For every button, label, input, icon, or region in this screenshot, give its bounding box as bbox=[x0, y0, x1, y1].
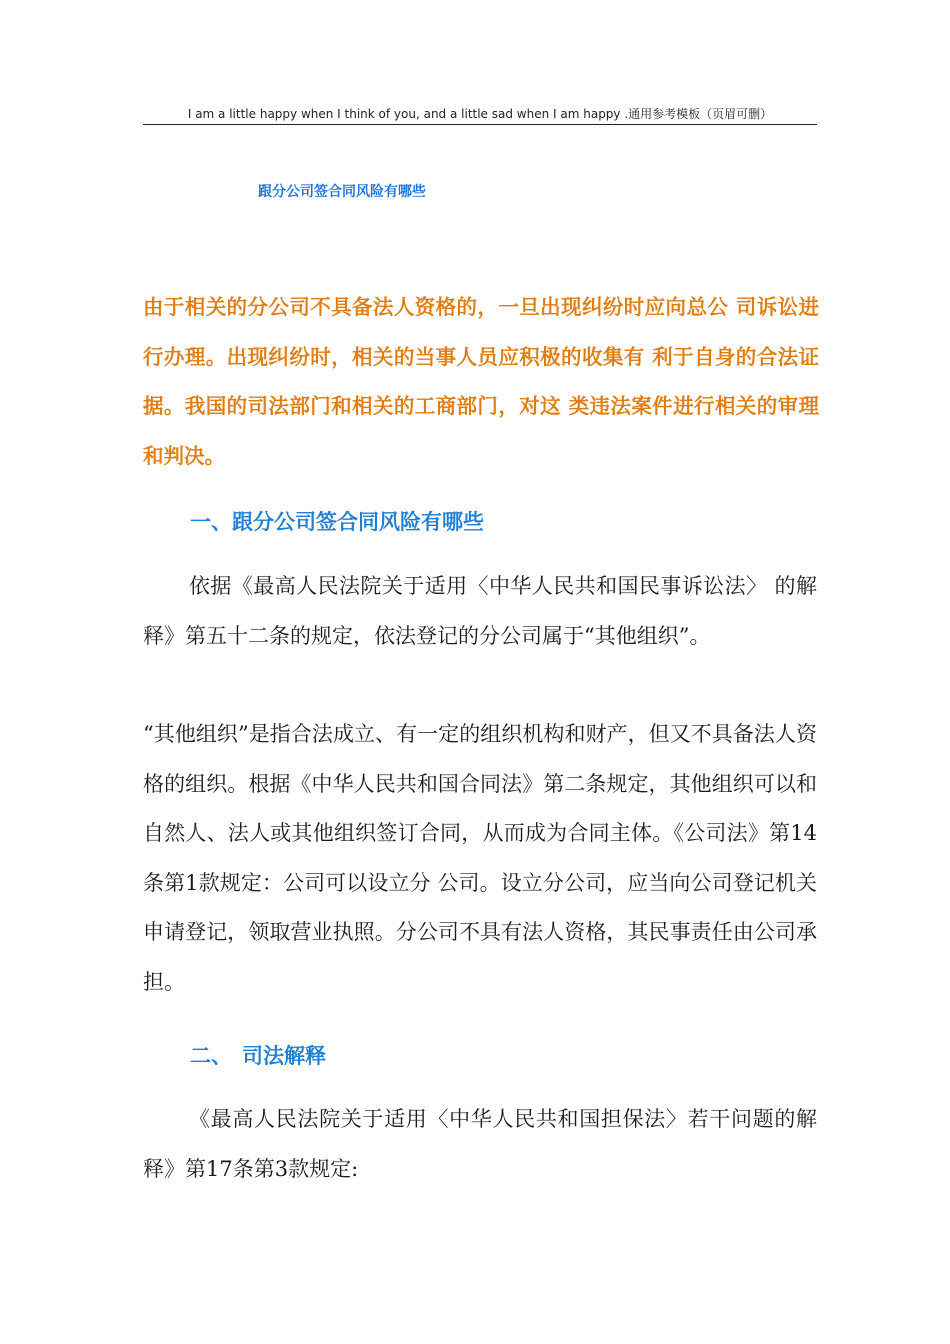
section-number: 二、 bbox=[190, 1044, 232, 1068]
document-title: 跟分公司签合同风险有哪些 bbox=[258, 184, 426, 200]
body-paragraph: 《最高人民法院关于适用〈中华人民共和国担保法〉若干问题的解释》第17条第3款规定: bbox=[143, 1107, 817, 1181]
body-paragraph: 依据《最高人民法院关于适用〈中华人民共和国民事诉讼法〉 的解释》第五十二条的规定，依法登记的分公司属于“其他组织”。 bbox=[143, 574, 817, 648]
lead-paragraph: 由于相关的分公司不具备法人资格的，一旦出现纠纷时应向总公 司诉讼进行办理。出现纠纷时，相关的当事人员应积极的收集有 利于自身的合法证据。我国的司法部门和相关的工商部门，对这 类违法案件进行相关的审理和判决。 bbox=[143, 295, 819, 468]
section-heading-2 bbox=[190, 1040, 326, 1070]
section-heading-1 bbox=[190, 506, 484, 536]
body-paragraph: “其他组织”是指合法成立、有一定的组织机构和财产，但又不具备法人资格的组织。根据《中华人民共和国合同法》第二条规定，其他组织可以和自然人、法人或其他组织签订合同，从而成为合同主体。《公司法》第14条第1款规定：公司可以设立分 公司。设立分公司，应当向公司登记机关申请登记，领取营业执照。分公司不具有法人资格，其民事责任由公司承担。 bbox=[143, 722, 817, 994]
page-header: I am a little happy when I think of you, and a little sad when I am happy .通用参考模板（页眉可删） bbox=[143, 106, 817, 125]
section-title: 司法解释 bbox=[242, 1044, 326, 1068]
section-number: 一、 bbox=[190, 510, 232, 534]
section-title: 跟分公司签合同风险有哪些 bbox=[232, 510, 484, 534]
